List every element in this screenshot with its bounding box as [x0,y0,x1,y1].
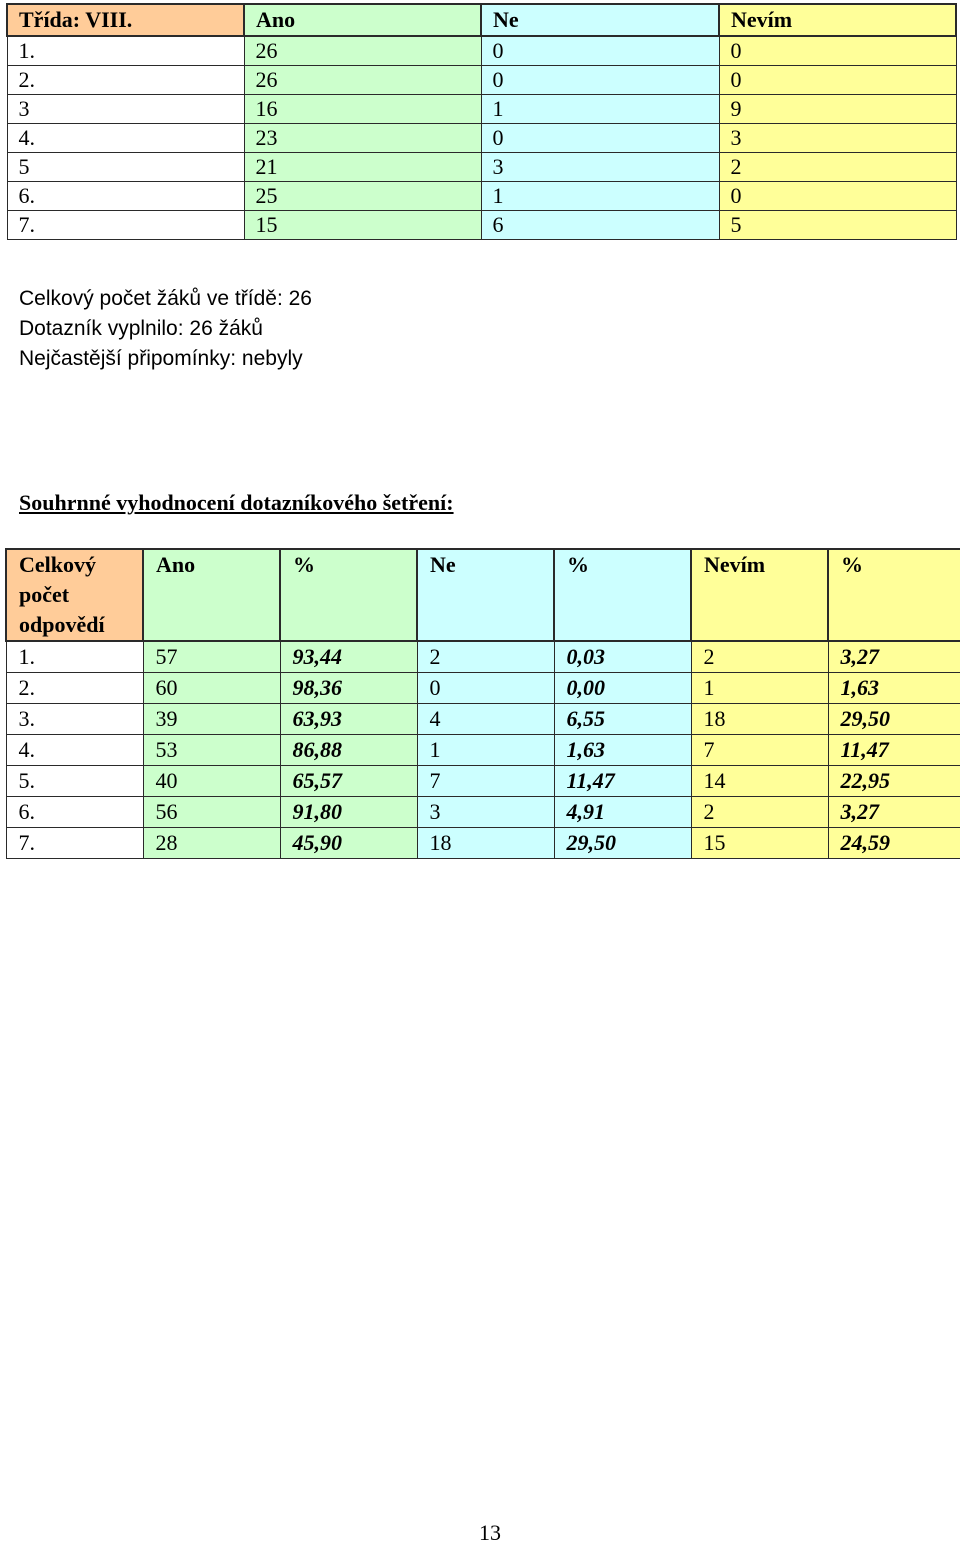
ano-percent: 63,93 [280,704,417,735]
ano-percent: 45,90 [280,828,417,859]
ne-percent: 0,03 [554,641,691,673]
nevim-count: 9 [719,95,956,124]
ne-percent: 4,91 [554,797,691,828]
question-number: 2. [7,66,244,95]
ano-count: 26 [244,36,481,66]
nevim-percent: 24,59 [828,828,960,859]
ne-count: 0 [481,66,719,95]
header-class: Třída: VIII. [7,4,244,36]
table-row [7,182,956,211]
ano-percent: 65,57 [280,766,417,797]
question-number: 5. [6,766,143,797]
ne-count: 1 [417,735,554,766]
table-row [7,124,956,153]
nevim-percent: 1,63 [828,673,960,704]
table-row [6,641,960,673]
ano-count: 23 [244,124,481,153]
question-number: 4. [7,124,244,153]
summary-title: Souhrnné vyhodnocení dotazníkového šetření: [19,490,454,515]
ne-count: 4 [417,704,554,735]
header-ne-percent: % [554,549,691,641]
ne-count: 0 [417,673,554,704]
nevim-count: 7 [691,735,828,766]
ano-count: 21 [244,153,481,182]
nevim-count: 2 [691,797,828,828]
question-number: 7. [7,211,244,240]
table-row [7,66,956,95]
table-row [6,673,960,704]
nevim-percent: 3,27 [828,797,960,828]
class-table-header-row [7,4,956,36]
nevim-count: 2 [691,641,828,673]
nevim-percent: 22,95 [828,766,960,797]
ne-count: 0 [481,124,719,153]
ne-count: 1 [481,95,719,124]
ano-percent: 93,44 [280,641,417,673]
ne-percent: 11,47 [554,766,691,797]
table-row [7,211,956,240]
ne-count: 7 [417,766,554,797]
header-ano: Ano [143,549,280,641]
nevim-count: 15 [691,828,828,859]
table-row [6,828,960,859]
ano-count: 56 [143,797,280,828]
nevim-count: 0 [719,66,956,95]
question-number: 3 [7,95,244,124]
ne-percent: 6,55 [554,704,691,735]
ano-percent: 91,80 [280,797,417,828]
header-ano-percent: % [280,549,417,641]
ano-count: 25 [244,182,481,211]
ano-count: 40 [143,766,280,797]
page-number: 13 [479,1520,501,1545]
table-row [6,766,960,797]
question-number: 6. [6,797,143,828]
class-results-table [6,3,957,240]
total-pupils-text: Celkový počet žáků ve třídě: 26 [19,287,312,310]
table-row [6,797,960,828]
table-row [7,153,956,182]
nevim-percent: 29,50 [828,704,960,735]
ne-percent: 0,00 [554,673,691,704]
ano-count: 53 [143,735,280,766]
ano-count: 60 [143,673,280,704]
question-number: 1. [6,641,143,673]
question-number: 4. [6,735,143,766]
header-nevim-percent: % [828,549,960,641]
ne-count: 3 [417,797,554,828]
header-nevim: Nevím [691,549,828,641]
nevim-count: 2 [719,153,956,182]
remarks-text: Nejčastější připomínky: nebyly [19,347,303,370]
header-nevim: Nevím [719,4,956,36]
nevim-count: 0 [719,36,956,66]
ano-count: 16 [244,95,481,124]
table-row [7,95,956,124]
ne-count: 18 [417,828,554,859]
table-row [6,704,960,735]
header-ano: Ano [244,4,481,36]
ne-count: 1 [481,182,719,211]
table-row [7,36,956,66]
question-number: 1. [7,36,244,66]
ne-percent: 1,63 [554,735,691,766]
question-number: 3. [6,704,143,735]
ano-count: 26 [244,66,481,95]
nevim-percent: 3,27 [828,641,960,673]
ano-percent: 98,36 [280,673,417,704]
table-row [6,735,960,766]
nevim-percent: 11,47 [828,735,960,766]
ano-count: 39 [143,704,280,735]
summary-header-row [6,549,960,641]
nevim-count: 5 [719,211,956,240]
nevim-count: 18 [691,704,828,735]
header-ne: Ne [481,4,719,36]
ne-count: 2 [417,641,554,673]
ne-count: 0 [481,36,719,66]
nevim-count: 14 [691,766,828,797]
nevim-count: 1 [691,673,828,704]
question-number: 6. [7,182,244,211]
question-number: 2. [6,673,143,704]
ne-count: 6 [481,211,719,240]
nevim-count: 3 [719,124,956,153]
class-notes [19,284,312,374]
ano-count: 57 [143,641,280,673]
nevim-count: 0 [719,182,956,211]
ano-count: 28 [143,828,280,859]
summary-table [5,548,960,859]
filled-text: Dotazník vyplnilo: 26 žáků [19,317,263,340]
header-total-answers: Celkový počet odpovědí [6,549,143,641]
question-number: 5 [7,153,244,182]
question-number: 7. [6,828,143,859]
ano-count: 15 [244,211,481,240]
ano-percent: 86,88 [280,735,417,766]
header-ne: Ne [417,549,554,641]
ne-percent: 29,50 [554,828,691,859]
ne-count: 3 [481,153,719,182]
